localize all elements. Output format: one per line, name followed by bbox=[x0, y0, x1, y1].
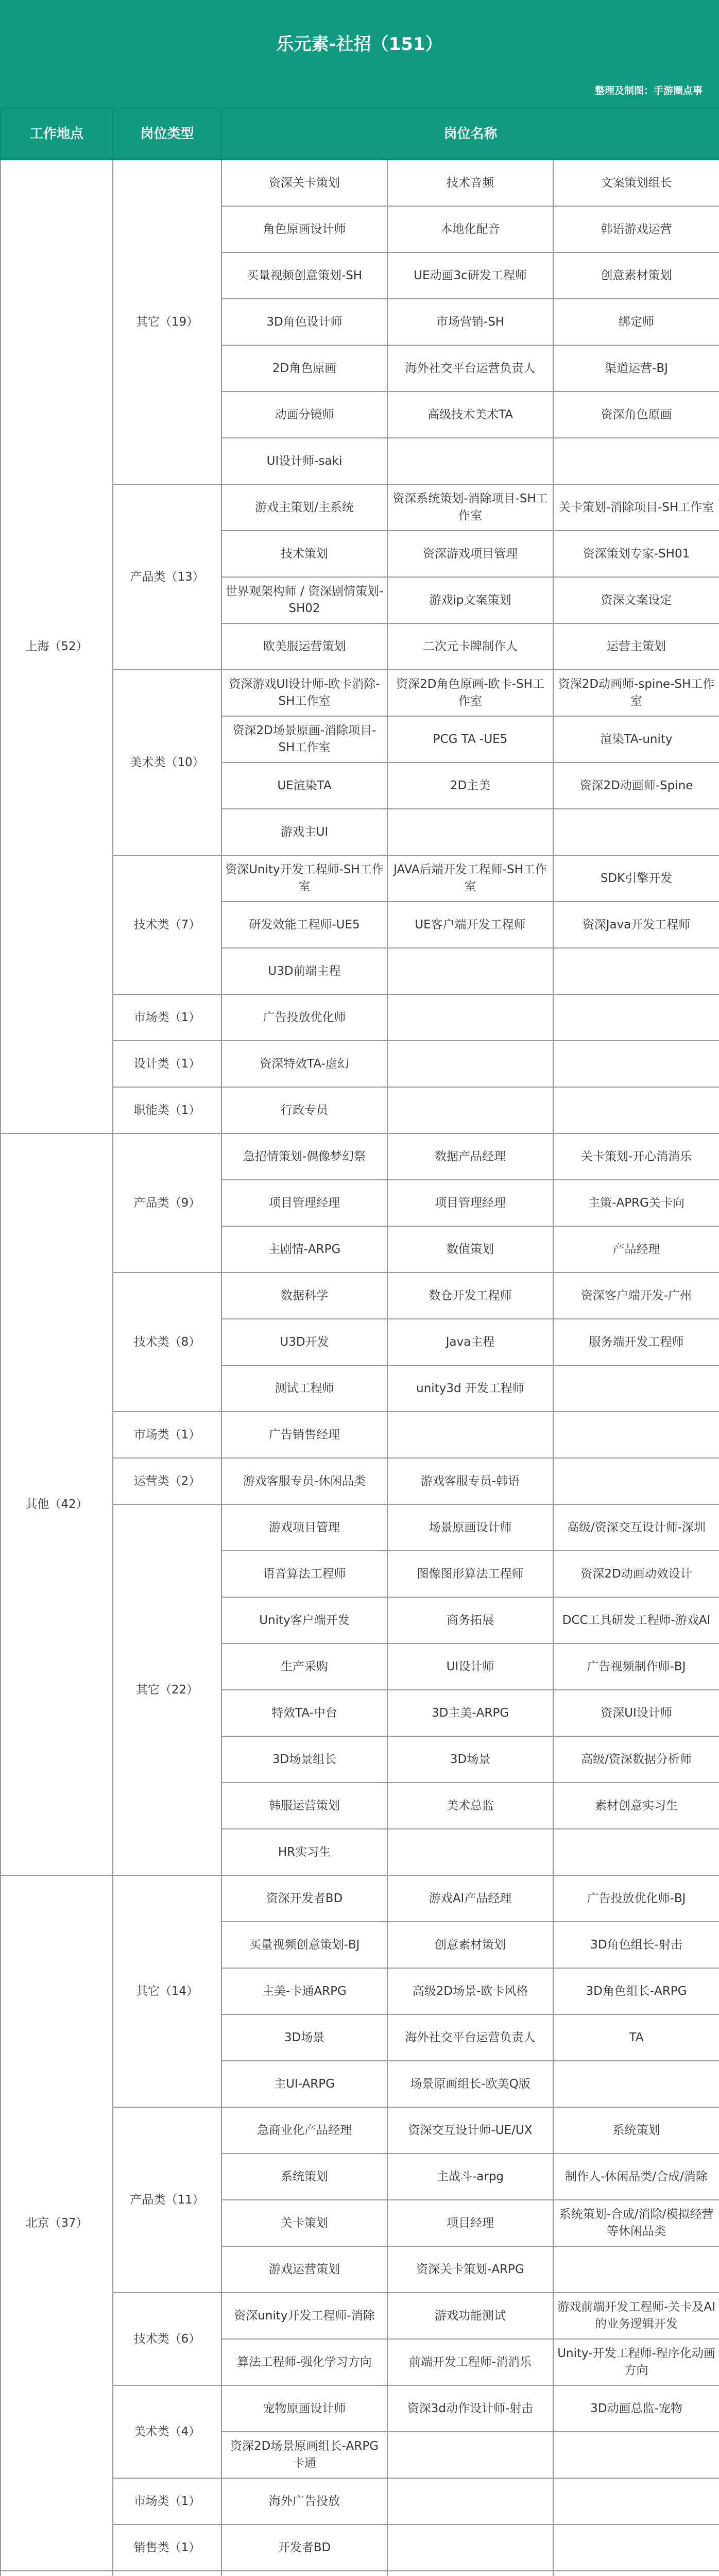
job-name-cell: 语音算法工程师 bbox=[221, 1551, 387, 1597]
job-name-cell: 游戏ip文案策划 bbox=[387, 577, 553, 623]
job-name-cell: 特效TA-中台 bbox=[221, 1690, 387, 1736]
job-name-cell: U3D开发 bbox=[221, 1319, 387, 1365]
job-name-cell: 主剧情-ARPG bbox=[221, 1226, 387, 1273]
job-name-cell: 服务端开发工程师 bbox=[553, 1319, 719, 1365]
job-type-cell: 产品类（13） bbox=[113, 484, 221, 670]
job-name-cell bbox=[553, 1458, 719, 1504]
job-name-cell: 数据科学 bbox=[221, 1273, 387, 1319]
table-row bbox=[1, 1133, 719, 1180]
job-name-cell: 资深文案设定 bbox=[553, 577, 719, 623]
job-name-cell: 研发效能工程师-UE5 bbox=[221, 902, 387, 948]
job-name-cell: 生产采购 bbox=[221, 1643, 387, 1690]
job-name-cell: Unity客户端开发 bbox=[221, 1597, 387, 1643]
job-name-cell: 关卡策划 bbox=[221, 2200, 387, 2246]
job-name-cell: 高级技术美术TA bbox=[387, 392, 553, 438]
job-name-cell bbox=[553, 2246, 719, 2293]
job-name-cell bbox=[553, 2571, 719, 2576]
job-name-cell: 主策-APRG关卡向 bbox=[553, 1180, 719, 1226]
job-name-cell: 韩服运营策划 bbox=[221, 1783, 387, 1829]
job-type-cell: 美术类（4） bbox=[113, 2385, 221, 2478]
job-name-cell: 广告销售经理 bbox=[221, 1412, 387, 1458]
job-name-cell: 2D角色原画 bbox=[221, 345, 387, 392]
job-name-cell: 技术音频 bbox=[387, 160, 553, 206]
job-table bbox=[0, 108, 719, 2576]
job-name-cell: 游戏前端开发工程师-关卡及AI的业务逻辑开发 bbox=[553, 2293, 719, 2339]
location-cell: 北京（37） bbox=[1, 1875, 113, 2571]
job-name-cell: 系统策划-合成/消除/模拟经营等休闲品类 bbox=[553, 2200, 719, 2246]
job-name-cell bbox=[553, 2524, 719, 2571]
job-name-cell: 资深2D动画动效设计 bbox=[553, 1551, 719, 1597]
job-name-cell bbox=[553, 438, 719, 484]
job-name-cell: 资深关卡策划-ARPG bbox=[387, 2246, 553, 2293]
job-name-cell: 游戏项目管理 bbox=[221, 1504, 387, 1551]
job-name-cell bbox=[387, 2432, 553, 2478]
job-type-cell bbox=[113, 2571, 221, 2576]
location-cell bbox=[1, 2571, 113, 2576]
job-name-cell: 数仓开发工程师 bbox=[387, 1273, 553, 1319]
job-name-cell: 3D角色组长-ARPG bbox=[553, 1968, 719, 2014]
job-name-cell: SDK引擎开发 bbox=[553, 855, 719, 902]
job-name-cell: 市场营销-SH bbox=[387, 299, 553, 345]
job-name-cell bbox=[387, 2478, 553, 2524]
job-name-cell: 文案策划组长 bbox=[553, 160, 719, 206]
job-name-cell: UE动画3c研发工程师 bbox=[387, 252, 553, 299]
job-name-cell: 资深客户端开发-广州 bbox=[553, 1273, 719, 1319]
job-type-cell: 运营类（2） bbox=[113, 1458, 221, 1504]
job-name-cell: 素材创意实习生 bbox=[553, 1783, 719, 1829]
job-type-cell: 设计类（1） bbox=[113, 1041, 221, 1087]
job-name-cell: 资深2D场景原画组长-ARPG卡通 bbox=[221, 2432, 387, 2478]
job-name-cell: 资深策划专家-SH01 bbox=[553, 531, 719, 577]
job-name-cell bbox=[553, 1087, 719, 1133]
job-name-cell: 运营主策划 bbox=[553, 623, 719, 670]
job-name-cell: 广告投放优化师 bbox=[221, 994, 387, 1041]
job-name-cell: 急招情策划-偶像梦幻祭 bbox=[221, 1133, 387, 1180]
job-type-cell: 市场类（1） bbox=[113, 2478, 221, 2524]
job-name-cell: 本地化配音 bbox=[387, 206, 553, 252]
job-name-cell: 资深2D动画师-spine-SH工作室 bbox=[553, 670, 719, 716]
job-name-cell bbox=[387, 948, 553, 994]
job-name-cell: 游戏主策划/主系统 bbox=[221, 484, 387, 531]
header-type: 岗位类型 bbox=[113, 109, 221, 160]
page-title: 乐元素-社招（151） bbox=[276, 34, 443, 55]
job-name-cell: 角色原画设计师 bbox=[221, 206, 387, 252]
table-row bbox=[1, 2571, 719, 2576]
job-name-cell: 技术策划 bbox=[221, 531, 387, 577]
job-name-cell: 系统策划 bbox=[221, 2154, 387, 2200]
job-name-cell: 海外社交平台运营负责人 bbox=[387, 345, 553, 392]
credit-text: 整理及制图：手游圈点事 bbox=[594, 85, 703, 96]
header-job-name: 岗位名称 bbox=[221, 109, 719, 160]
job-name-cell: 产品经理 bbox=[553, 1226, 719, 1273]
job-name-cell: 资深unity开发工程师-消除 bbox=[221, 2293, 387, 2339]
job-name-cell: 项目管理经理 bbox=[387, 1180, 553, 1226]
job-name-cell: 创意素材策划 bbox=[387, 1922, 553, 1968]
job-name-cell: 游戏AI产品经理 bbox=[387, 1875, 553, 1922]
job-name-cell: 开发者BD bbox=[221, 2524, 387, 2571]
job-name-cell: unity3d 开发工程师 bbox=[387, 1365, 553, 1412]
job-name-cell: 主美-卡通ARPG bbox=[221, 1968, 387, 2014]
job-name-cell: 绑定师 bbox=[553, 299, 719, 345]
job-name-cell: JAVA后端开发工程师-SH工作室 bbox=[387, 855, 553, 902]
job-name-cell: 资深特效TA-虚幻 bbox=[221, 1041, 387, 1087]
job-name-cell: 资深UI设计师 bbox=[553, 1690, 719, 1736]
job-name-cell: UI设计师 bbox=[387, 1643, 553, 1690]
job-name-cell bbox=[387, 994, 553, 1041]
job-name-cell: UI设计师-saki bbox=[221, 438, 387, 484]
job-name-cell: 场景原画设计师 bbox=[387, 1504, 553, 1551]
job-name-cell: 3D场景 bbox=[387, 1736, 553, 1783]
job-name-cell: 资深Java开发工程师 bbox=[553, 902, 719, 948]
job-name-cell bbox=[553, 948, 719, 994]
job-name-cell: 买量视频创意策划-BJ bbox=[221, 1922, 387, 1968]
job-name-cell: 3D场景组长 bbox=[221, 1736, 387, 1783]
job-name-cell bbox=[553, 1365, 719, 1412]
job-name-cell: 买量视频创意策划-SH bbox=[221, 252, 387, 299]
job-name-cell: 项目管理经理 bbox=[221, 1180, 387, 1226]
job-name-cell: 主战斗-arpg bbox=[387, 2154, 553, 2200]
table-header-row bbox=[1, 109, 719, 160]
job-name-cell: Unity-开发工程师-程序化动画方向 bbox=[553, 2339, 719, 2385]
job-name-cell: 急商业化产品经理 bbox=[221, 2107, 387, 2154]
job-name-cell: 2D主美 bbox=[387, 762, 553, 809]
job-name-cell: 渲染TA-unity bbox=[553, 716, 719, 762]
job-name-cell: 游戏客服专员-休闲品类 bbox=[221, 1458, 387, 1504]
job-name-cell: 3D场景 bbox=[221, 2014, 387, 2061]
job-name-cell: 广告视频制作师-BJ bbox=[553, 1643, 719, 1690]
job-type-cell: 市场类（1） bbox=[113, 1412, 221, 1458]
job-name-cell: 欧美服运营策划 bbox=[221, 623, 387, 670]
job-name-cell: DCC工具研发工程师-游戏AI bbox=[553, 1597, 719, 1643]
job-name-cell: 海外社交平台运营负责人 bbox=[387, 2014, 553, 2061]
job-name-cell: 资深游戏项目管理 bbox=[387, 531, 553, 577]
job-name-cell bbox=[221, 2571, 387, 2576]
job-name-cell: 高级/资深数据分析师 bbox=[553, 1736, 719, 1783]
job-type-cell: 其它（14） bbox=[113, 1875, 221, 2107]
job-type-cell: 市场类（1） bbox=[113, 994, 221, 1041]
job-name-cell: 3D角色组长-射击 bbox=[553, 1922, 719, 1968]
table-row bbox=[1, 1875, 719, 1922]
job-name-cell bbox=[553, 1412, 719, 1458]
job-name-cell: 图像图形算法工程师 bbox=[387, 1551, 553, 1597]
job-name-cell: U3D前端主程 bbox=[221, 948, 387, 994]
header-location: 工作地点 bbox=[1, 109, 113, 160]
header-banner bbox=[0, 0, 719, 108]
job-name-cell bbox=[387, 438, 553, 484]
job-name-cell: 游戏运营策划 bbox=[221, 2246, 387, 2293]
job-name-cell: 高级/资深交互设计师-深圳 bbox=[553, 1504, 719, 1551]
job-type-cell: 产品类（11） bbox=[113, 2107, 221, 2293]
job-name-cell: 游戏客服专员-韩语 bbox=[387, 1458, 553, 1504]
job-type-cell: 技术类（8） bbox=[113, 1273, 221, 1412]
job-name-cell: 3D动画总监-宠物 bbox=[553, 2385, 719, 2432]
job-name-cell: 关卡策划-开心消消乐 bbox=[553, 1133, 719, 1180]
job-name-cell: 制作人-休闲品类/合成/消除 bbox=[553, 2154, 719, 2200]
job-name-cell: 项目经理 bbox=[387, 2200, 553, 2246]
job-name-cell: 游戏主UI bbox=[221, 809, 387, 855]
job-name-cell: 渠道运营-BJ bbox=[553, 345, 719, 392]
job-name-cell: 测试工程师 bbox=[221, 1365, 387, 1412]
job-name-cell: 美术总监 bbox=[387, 1783, 553, 1829]
job-type-cell: 职能类（1） bbox=[113, 1087, 221, 1133]
location-cell: 上海（52） bbox=[1, 160, 113, 1133]
job-name-cell: 资深2D动画师-Spine bbox=[553, 762, 719, 809]
job-name-cell bbox=[553, 1041, 719, 1087]
location-cell: 其他（42） bbox=[1, 1133, 113, 1875]
job-name-cell: 韩语游戏运营 bbox=[553, 206, 719, 252]
job-name-cell bbox=[553, 2432, 719, 2478]
job-type-cell: 产品类（9） bbox=[113, 1133, 221, 1273]
job-name-cell: HR实习生 bbox=[221, 1829, 387, 1875]
job-name-cell: UE渲染TA bbox=[221, 762, 387, 809]
job-type-cell: 美术类（10） bbox=[113, 670, 221, 855]
job-name-cell bbox=[553, 2061, 719, 2107]
job-name-cell bbox=[387, 1829, 553, 1875]
job-name-cell bbox=[553, 1829, 719, 1875]
job-name-cell: 动画分镜师 bbox=[221, 392, 387, 438]
table-row bbox=[1, 160, 719, 206]
job-name-cell: 3D主美-ARPG bbox=[387, 1690, 553, 1736]
job-name-cell: Java主程 bbox=[387, 1319, 553, 1365]
job-name-cell: 行政专员 bbox=[221, 1087, 387, 1133]
job-name-cell: 二次元卡牌制作人 bbox=[387, 623, 553, 670]
job-name-cell: 系统策划 bbox=[553, 2107, 719, 2154]
job-name-cell: 资深3d动作设计师-射击 bbox=[387, 2385, 553, 2432]
job-name-cell: 关卡策划-消除项目-SH工作室 bbox=[553, 484, 719, 531]
job-name-cell: 场景原画组长-欧美Q版 bbox=[387, 2061, 553, 2107]
job-name-cell: 3D角色设计师 bbox=[221, 299, 387, 345]
job-name-cell: 资深2D角色原画-欧卡-SH工作室 bbox=[387, 670, 553, 716]
job-name-cell: 资深Unity开发工程师-SH工作室 bbox=[221, 855, 387, 902]
job-name-cell: 资深关卡策划 bbox=[221, 160, 387, 206]
job-name-cell bbox=[387, 1041, 553, 1087]
job-name-cell: 资深系统策划-消除项目-SH工作室 bbox=[387, 484, 553, 531]
job-name-cell bbox=[387, 809, 553, 855]
job-name-cell: 前端开发工程师-消消乐 bbox=[387, 2339, 553, 2385]
job-name-cell bbox=[553, 809, 719, 855]
job-type-cell: 其它（19） bbox=[113, 160, 221, 484]
job-name-cell bbox=[553, 994, 719, 1041]
job-name-cell bbox=[387, 2571, 553, 2576]
job-type-cell: 其它（22） bbox=[113, 1504, 221, 1875]
job-name-cell: 资深交互设计师-UE/UX bbox=[387, 2107, 553, 2154]
job-name-cell: 算法工程师-强化学习方向 bbox=[221, 2339, 387, 2385]
job-type-cell: 技术类（7） bbox=[113, 855, 221, 994]
job-name-cell: 世界观架构师 / 资深剧情策划-SH02 bbox=[221, 577, 387, 623]
job-name-cell bbox=[387, 2524, 553, 2571]
job-name-cell bbox=[387, 1412, 553, 1458]
job-name-cell: 高级2D场景-欧卡风格 bbox=[387, 1968, 553, 2014]
job-name-cell: 主UI-ARPG bbox=[221, 2061, 387, 2107]
job-name-cell: 数据产品经理 bbox=[387, 1133, 553, 1180]
table-body bbox=[1, 160, 719, 2576]
job-name-cell: UE客户端开发工程师 bbox=[387, 902, 553, 948]
job-type-cell: 技术类（6） bbox=[113, 2293, 221, 2385]
job-name-cell: 资深开发者BD bbox=[221, 1875, 387, 1922]
job-name-cell: 资深游戏UI设计师-欧卡消除-SH工作室 bbox=[221, 670, 387, 716]
job-type-cell: 销售类（1） bbox=[113, 2524, 221, 2571]
job-name-cell bbox=[387, 1087, 553, 1133]
job-name-cell: 宠物原画设计师 bbox=[221, 2385, 387, 2432]
job-name-cell: 游戏功能测试 bbox=[387, 2293, 553, 2339]
job-name-cell: 广告投放优化师-BJ bbox=[553, 1875, 719, 1922]
job-name-cell: 资深2D场景原画-消除项目-SH工作室 bbox=[221, 716, 387, 762]
job-name-cell: 商务拓展 bbox=[387, 1597, 553, 1643]
job-name-cell bbox=[553, 2478, 719, 2524]
job-name-cell: 资深角色原画 bbox=[553, 392, 719, 438]
job-name-cell: PCG TA -UE5 bbox=[387, 716, 553, 762]
job-name-cell: 创意素材策划 bbox=[553, 252, 719, 299]
job-name-cell: 海外广告投放 bbox=[221, 2478, 387, 2524]
job-name-cell: TA bbox=[553, 2014, 719, 2061]
job-name-cell: 数值策划 bbox=[387, 1226, 553, 1273]
